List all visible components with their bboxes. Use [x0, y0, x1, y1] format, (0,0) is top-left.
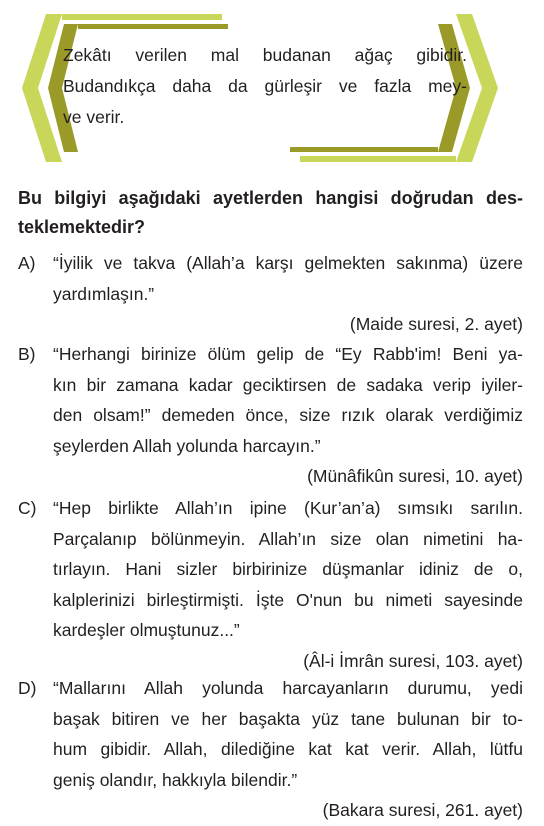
option-line: Parçalanıp bölünmeyin. Allah’ın size olan nimetini ha- [53, 528, 523, 549]
option-reference: (Münâfikûn suresi, 10. ayet) [307, 466, 523, 486]
info-box-text [63, 40, 467, 133]
option-letter: A) [18, 253, 36, 273]
option-line: den olsam!” demeden önce, size rızık olarak verdiğimiz [53, 405, 523, 425]
top-bar-dark [78, 24, 228, 29]
option-line: kın bir zamana kadar geciktirsen de sadaka verip iyiler- [53, 374, 523, 395]
question-stem [18, 184, 523, 242]
info-line: ve verir. [63, 107, 125, 127]
bottom-bar-light [300, 156, 456, 162]
top-bar-light [62, 14, 222, 20]
question-line: teklemektedir? [18, 217, 146, 237]
option-line: “Herhangi birinize ölüm gelip de “Ey Rabb'im! Beni ya- [53, 344, 523, 364]
bottom-bar-dark [290, 147, 438, 152]
option-letter: B) [18, 344, 36, 364]
option-body [53, 248, 523, 340]
option-line: şeylerden Allah yolunda harcayın.” [53, 435, 321, 456]
info-line: Budandıkça daha da gürleşir ve fazla mey- [63, 76, 467, 96]
question-line: Bu bilgiyi aşağıdaki ayetlerden hangisi doğrudan des- [18, 188, 523, 208]
option-line: tırlayın. Hani sizler birbirinize düşmanlar idiniz de o, [53, 559, 523, 579]
option-reference: (Bakara suresi, 261. ayet) [322, 800, 523, 820]
option-body [53, 493, 523, 676]
option-letter: C) [18, 498, 37, 518]
option-line: “İyilik ve takva (Allah’a karşı gelmekten sakınma) üzere [53, 253, 523, 273]
option-line: başak bitiren ve her başakta yüz tane bulunan bir to- [53, 708, 523, 729]
option-body [53, 673, 523, 826]
option-reference: (Maide suresi, 2. ayet) [349, 314, 523, 334]
option-body [53, 339, 523, 492]
option-line: yardımlaşın.” [53, 283, 155, 304]
option-line: geniş olandır, hakkıyla bilendir.” [53, 769, 298, 790]
info-line: Zekâtı verilen mal budanan ağaç gibidir. [63, 45, 467, 65]
option-line: kardeşler olmuştunuz...” [53, 620, 240, 640]
option-line: kalplerinizi birleştirmişti. İşte O'nun bu nimeti sayesinde [53, 589, 523, 610]
option-reference: (Âl-i İmrân suresi, 103. ayet) [303, 650, 523, 671]
option-line: hum gibidir. Allah, dilediğine kat kat verir. Allah, lütfu [53, 739, 523, 759]
option-letter: D) [18, 678, 37, 698]
option-line: “Hep birlikte Allah’ın ipine (Kur’an’a) sımsıkı sarılın. [53, 498, 523, 518]
option-line: “Mallarını Allah yolunda harcayanların durumu, yedi [53, 678, 523, 698]
